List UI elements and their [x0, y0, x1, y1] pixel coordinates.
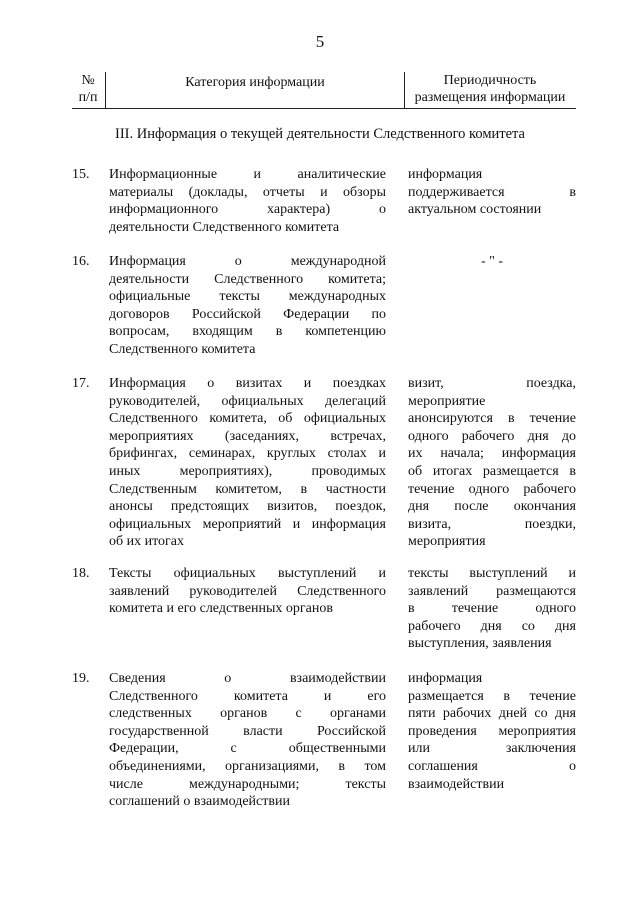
- row-number: 16.: [72, 254, 90, 269]
- text-line: деятельности Следственного комитета;: [109, 271, 386, 287]
- row-description: [109, 375, 386, 551]
- text-line: течение одного рабочего: [408, 481, 576, 497]
- text-line: мероприятиях (заседаниях, встречах,: [109, 428, 386, 444]
- header-category-column: [105, 72, 405, 108]
- text-line: государственной власти Российской: [109, 723, 386, 739]
- text-line: иных мероприятиях), проводимых: [109, 463, 386, 479]
- text-line: Следственным комитетом, в частности: [109, 481, 386, 497]
- text-line: или заключения: [408, 741, 576, 757]
- header-period-line1: Периодичность: [443, 73, 537, 88]
- text-line: дня после окончания: [408, 499, 576, 515]
- row-description: [109, 565, 386, 618]
- text-line: официальных мероприятий и информация: [109, 516, 386, 532]
- text-line: объединениями, организациями, в том: [109, 758, 386, 774]
- text-line: анонсируются в течение: [408, 411, 576, 427]
- text-line: официальные тексты международных: [109, 289, 386, 305]
- header-number-symbol: №: [81, 73, 95, 88]
- row-number: 19.: [72, 671, 90, 686]
- text-line: - " -: [480, 254, 504, 269]
- text-line: актуальном состоянии: [408, 202, 542, 218]
- text-line: в течение одного: [408, 601, 576, 617]
- text-line: анонсы предстоящих визитов, поездок,: [109, 499, 386, 515]
- text-line: рабочего дня со дня: [408, 618, 576, 634]
- text-line: руководителей, официальных делегаций: [109, 393, 386, 409]
- text-line: Сведения о взаимодействии: [109, 671, 386, 686]
- text-line: Следственного комитета: [109, 341, 256, 357]
- text-line: Федерации, с общественными: [109, 741, 386, 757]
- text-line: следственных органов с органами: [109, 706, 386, 722]
- text-line: заявлений руководителей Следственного: [109, 583, 386, 599]
- row-period: [408, 670, 576, 793]
- text-line: Тексты официальных выступлений и: [109, 566, 386, 581]
- header-period-column: [404, 72, 576, 108]
- text-line: об их итогах: [109, 534, 184, 550]
- text-line: мероприятие: [408, 393, 486, 409]
- row-period: [408, 375, 576, 551]
- text-line: выступления, заявления: [408, 636, 552, 652]
- header-number-column: [72, 72, 104, 108]
- row-number: 18.: [72, 566, 90, 581]
- row-period: [408, 166, 576, 219]
- text-line: информация: [408, 167, 483, 182]
- text-line: соглашений о взаимодействии: [109, 794, 290, 810]
- header-category-label: Категория информации: [185, 75, 325, 90]
- text-line: размещается в течение: [408, 688, 576, 704]
- text-line: Информационные и аналитические: [109, 167, 386, 182]
- text-line: соглашения о: [408, 758, 576, 774]
- text-line: взаимодействии: [408, 776, 505, 792]
- row-description: [109, 670, 386, 811]
- text-line: Следственного комитета, об официальных: [109, 411, 386, 427]
- text-line: Информация о международной: [109, 254, 386, 269]
- text-line: проведения мероприятия: [408, 723, 576, 739]
- row-description: [109, 166, 386, 236]
- text-line: поддерживается в: [408, 184, 576, 200]
- row-number: 15.: [72, 167, 90, 182]
- text-line: визита, поездки,: [408, 516, 576, 532]
- text-line: пяти рабочих дней со дня: [408, 706, 576, 722]
- header-number-abbrev: п/п: [78, 90, 98, 105]
- text-line: брифингах, семинарах, круглых столах и: [109, 446, 386, 462]
- text-line: мероприятия: [408, 534, 486, 550]
- table-header: [72, 72, 576, 109]
- section-heading: III. Информация о текущей деятельности Следственного комитета: [115, 126, 525, 142]
- text-line: Информация о визитах и поездках: [109, 376, 386, 391]
- row-period: [408, 565, 576, 653]
- text-line: вопросам, входящим в компетенцию: [109, 324, 386, 340]
- text-line: комитета и его следственных органов: [109, 601, 333, 617]
- row-number: 17.: [72, 376, 90, 391]
- text-line: одного рабочего дня до: [408, 428, 576, 444]
- text-line: информация: [408, 671, 483, 686]
- text-line: договоров Российской Федерации по: [109, 306, 386, 322]
- text-line: числе международными; тексты: [109, 776, 386, 792]
- text-line: информационного характера) о: [109, 202, 386, 218]
- text-line: заявлений размещаются: [408, 583, 576, 599]
- text-line: тексты выступлений и: [408, 566, 576, 581]
- row-period: [408, 253, 576, 271]
- page-number: 5: [315, 32, 325, 51]
- text-line: их начала; информация: [408, 446, 576, 462]
- text-line: визит, поездка,: [408, 376, 576, 391]
- text-line: деятельности Следственного комитета: [109, 219, 340, 235]
- text-line: Следственного комитета и его: [109, 688, 386, 704]
- text-line: об итогах размещается в: [408, 463, 576, 479]
- text-line: материалы (доклады, отчеты и обзоры: [109, 184, 386, 200]
- header-period-line2: размещения информации: [414, 90, 566, 105]
- row-description: [109, 253, 386, 359]
